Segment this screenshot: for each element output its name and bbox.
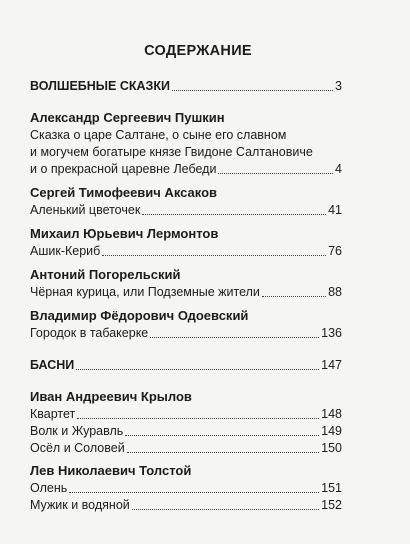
page-number: 150 [321,441,342,455]
dot-leader [172,90,333,91]
toc-entry-quartet[interactable] [30,406,342,423]
author-pushkin: Александр Сергеевич Пушкин [30,110,225,125]
dot-leader [69,492,319,493]
section-label: БАСНИ [30,358,75,372]
work-title: Олень [30,481,68,495]
author-tolstoy: Лев Николаевич Толстой [30,463,192,478]
page-number: 88 [328,285,342,299]
page-number: 4 [335,162,342,176]
toc-entry-donkey-nightingale[interactable] [30,440,342,457]
page-number: 149 [321,424,342,438]
page-number: 41 [328,203,342,217]
work-title: Волк и Журавль [30,424,124,438]
author-krylov: Иван Андреевич Крылов [30,389,192,404]
dot-leader [127,452,319,453]
work-title: Квартет [30,407,76,421]
toc-entry-wolf-crane[interactable] [30,423,342,440]
dot-leader [218,173,333,174]
toc-entry-black-hen[interactable] [30,284,342,301]
toc-section-fairy-tales[interactable] [30,77,342,95]
dot-leader [125,435,319,436]
work-title: Осёл и Соловей [30,441,125,455]
page-number: 152 [321,498,342,512]
toc-entry-snuffbox-town[interactable] [30,325,342,342]
page-number: 151 [321,481,342,495]
dot-leader [262,296,326,297]
section-label: ВОЛШЕБНЫЕ СКАЗКИ [30,79,170,93]
author-odoevsky: Владимир Фёдорович Одоевский [30,308,249,323]
dot-leader [76,369,319,370]
work-title-line[interactable]: и могучем богатыре князе Гвидоне Салтановиче [30,145,313,159]
author-aksakov: Сергей Тимофеевич Аксаков [30,185,218,200]
page-title: СОДЕРЖАНИЕ [144,43,252,59]
dot-leader [142,214,326,215]
dot-leader [77,418,319,419]
dot-leader [102,255,326,256]
page-number: 3 [335,79,342,93]
page-number: 136 [321,326,342,340]
page-number: 147 [321,358,342,372]
toc-entry-saltan[interactable] [30,161,342,178]
dot-leader [150,337,319,338]
toc-entry-scarlet-flower[interactable] [30,202,342,219]
work-title: Ашик-Кериб [30,244,101,258]
work-title: Мужик и водяной [30,498,130,512]
page-number: 148 [321,407,342,421]
work-title: Аленький цветочек [30,203,141,217]
toc-entry-ashik-kerib[interactable] [30,243,342,260]
work-title: и о прекрасной царевне Лебеди [30,162,217,176]
dot-leader [132,509,319,510]
page-number: 76 [328,244,342,258]
author-pogorelsky: Антоний Погорельский [30,267,181,282]
work-title: Городок в табакерке [30,326,149,340]
author-lermontov: Михаил Юрьевич Лермонтов [30,226,219,241]
toc-section-fables[interactable] [30,356,342,374]
toc-entry-peasant-water-sprite[interactable] [30,497,342,514]
work-title: Чёрная курица, или Подземные жители [30,285,260,299]
work-title-line[interactable]: Сказка о царе Салтане, о сыне его славном [30,128,287,142]
toc-entry-deer[interactable] [30,480,342,497]
